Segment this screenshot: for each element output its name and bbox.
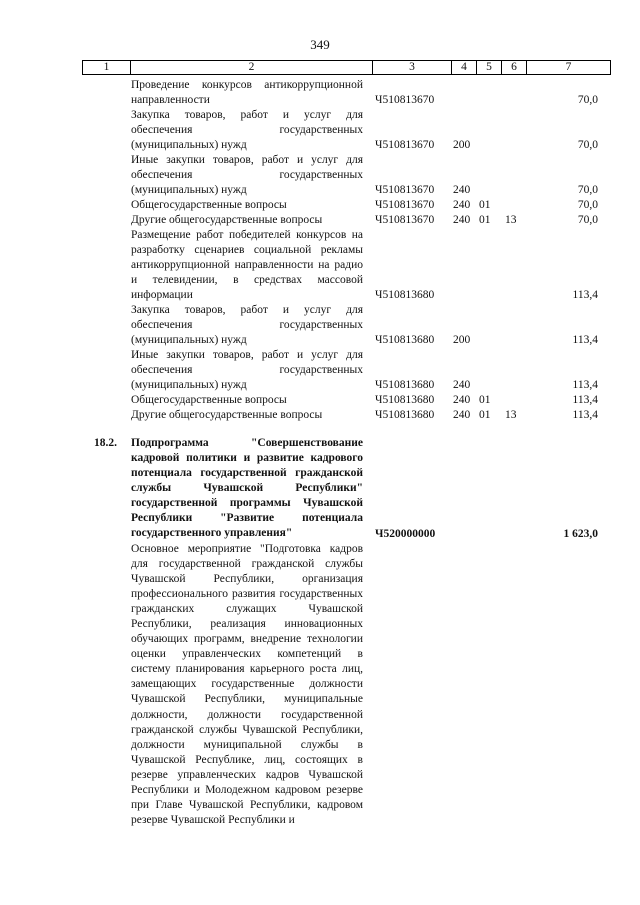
row-vr: 200 bbox=[453, 139, 471, 151]
subprogram-number: 18.2. bbox=[94, 437, 117, 449]
row-description: Размещение работ победителей конкурсов на разработку сценариев социальной рекламы антикоррупционной направленности на радио и телевидении, в средствах массовой информации bbox=[131, 229, 363, 302]
row-description: Другие общегосударственные вопросы bbox=[131, 409, 323, 421]
row-description: Закупка товаров, работ и услуг для обеспечения государственных (муниципальных) нужд bbox=[131, 304, 363, 347]
row-csr: Ч510813670 bbox=[375, 139, 435, 151]
row-amount: 70,0 bbox=[577, 214, 598, 226]
row-vr: 240 bbox=[453, 184, 471, 196]
row-vr: 240 bbox=[453, 394, 471, 406]
row-prz: 13 bbox=[505, 409, 517, 421]
row-vr: 240 bbox=[453, 409, 471, 421]
row-csr: Ч510813670 bbox=[375, 184, 435, 196]
row-description: Другие общегосударственные вопросы bbox=[131, 214, 323, 226]
row-csr: Ч510813680 bbox=[375, 379, 435, 391]
row-rz: 01 bbox=[479, 214, 491, 226]
subprogram-amount: 1 623,0 bbox=[563, 528, 598, 540]
row-vr: 200 bbox=[453, 334, 471, 346]
row-rz: 01 bbox=[479, 409, 491, 421]
subprogram-csr: Ч520000000 bbox=[375, 528, 436, 540]
row-amount: 113,4 bbox=[572, 334, 598, 346]
row-amount: 113,4 bbox=[572, 394, 598, 406]
row-description: Иные закупки товаров, работ и услуг для обеспечения государственных (муниципальных) нужд bbox=[131, 349, 363, 392]
row-vr: 240 bbox=[453, 379, 471, 391]
activity-description: Основное мероприятие "Подготовка кадров для государственной гражданской службы Чувашской Республики, организация профессионального развития государственных гражданских служащих Чувашской Республики, реализация инновационных обучающих программ, внедрение технологии оценки управленческих компетенций в систему планирования карьерного роста лиц, замещающих государственные должности Чувашской Республики, муниципальные должности, должности государственной гражданской службы Чувашской Республики, должности муниципальной службы в Чувашской Республике, лиц, состоящих в резерве управленческих кадров Чувашской Республики и Молодежном кадровом резерве при Главе Чувашской Республики, кадровом резерве Чувашской Республики и bbox=[131, 543, 363, 826]
table-header bbox=[82, 60, 611, 75]
row-description: Проведение конкурсов антикоррупционной направленности bbox=[131, 79, 363, 107]
row-amount: 113,4 bbox=[572, 409, 598, 421]
row-amount: 113,4 bbox=[572, 289, 598, 301]
row-csr: Ч510813670 bbox=[375, 94, 435, 106]
row-amount: 70,0 bbox=[577, 139, 598, 151]
row-csr: Ч510813680 bbox=[375, 409, 435, 421]
header-col-7: 7 bbox=[526, 61, 610, 74]
row-description: Общегосударственные вопросы bbox=[131, 394, 287, 406]
row-csr: Ч510813670 bbox=[375, 199, 435, 211]
row-csr: Ч510813680 bbox=[375, 289, 435, 301]
subprogram-description: Подпрограмма "Совершенствование кадровой политики и развитие кадрового потенциала государственной гражданской службы Чувашской Республики" государственной программы Чувашской Республики "Развитие потенциала государственного управления" bbox=[131, 437, 363, 540]
header-col-5: 5 bbox=[476, 61, 501, 74]
row-csr: Ч510813680 bbox=[375, 394, 435, 406]
page-number: 349 bbox=[310, 37, 330, 52]
row-csr: Ч510813670 bbox=[375, 214, 435, 226]
row-prz: 13 bbox=[505, 214, 517, 226]
row-csr: Ч510813680 bbox=[375, 334, 435, 346]
row-description: Закупка товаров, работ и услуг для обеспечения государственных (муниципальных) нужд bbox=[131, 109, 363, 152]
row-vr: 240 bbox=[453, 214, 471, 226]
header-col-3: 3 bbox=[372, 61, 451, 74]
row-amount: 70,0 bbox=[577, 199, 598, 211]
header-col-6: 6 bbox=[501, 61, 526, 74]
row-rz: 01 bbox=[479, 199, 491, 211]
row-amount: 70,0 bbox=[577, 94, 598, 106]
row-amount: 113,4 bbox=[572, 379, 598, 391]
header-col-1: 1 bbox=[103, 61, 110, 73]
row-description: Общегосударственные вопросы bbox=[131, 199, 287, 211]
row-rz: 01 bbox=[479, 394, 491, 406]
row-amount: 70,0 bbox=[577, 184, 598, 196]
row-vr: 240 bbox=[453, 199, 471, 211]
header-col-4: 4 bbox=[451, 61, 476, 74]
header-col-2: 2 bbox=[130, 61, 372, 74]
row-description: Иные закупки товаров, работ и услуг для обеспечения государственных (муниципальных) нужд bbox=[131, 154, 363, 197]
